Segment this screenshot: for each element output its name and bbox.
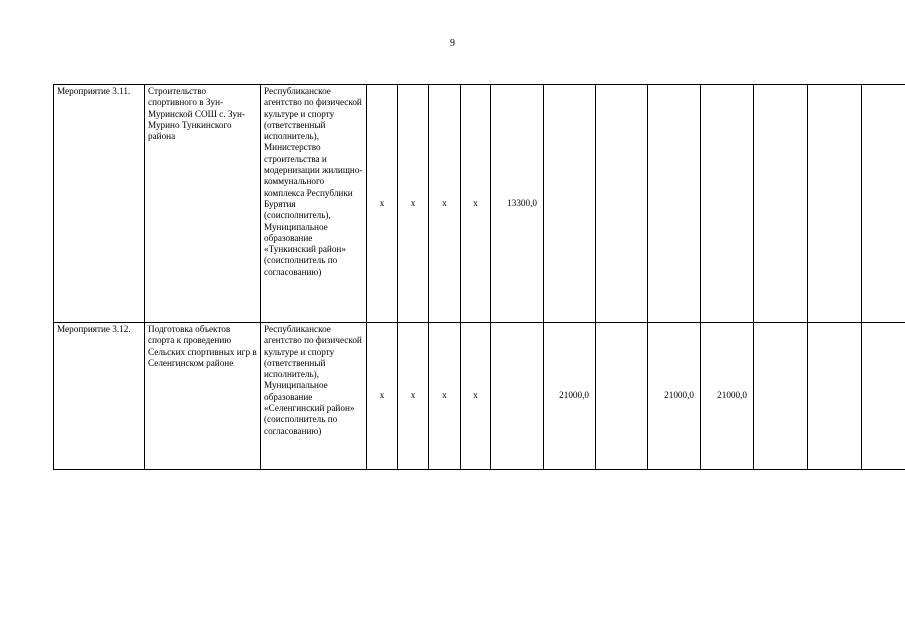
executors-cell: Республиканское агентство по физической культуре и спорту (ответственный исполнитель), Муниципальное образование «Селенгинский район» (соисполнитель по согласованию): [261, 323, 367, 470]
amount-cell: [808, 323, 862, 470]
table-row: [54, 323, 905, 470]
amount-cell: [596, 323, 648, 470]
amount-cell: [862, 85, 905, 323]
event-number-cell: Мероприятие 3.12.: [54, 323, 145, 470]
amount-cell: [701, 85, 754, 323]
table-row: [54, 85, 905, 323]
event-number-cell: Мероприятие 3.11.: [54, 85, 145, 323]
amount-cell: [808, 85, 862, 323]
page-number: 9: [450, 38, 455, 49]
code-cell: x: [429, 323, 461, 470]
program-events-table: [53, 84, 905, 470]
amount-cell: 21000,0: [701, 323, 754, 470]
code-cell: x: [461, 85, 491, 323]
amount-cell: [648, 85, 701, 323]
code-cell: x: [367, 323, 398, 470]
code-cell: x: [398, 323, 429, 470]
code-cell: x: [398, 85, 429, 323]
event-name-cell: Строительство спортивного в Зун-Муринской СОШ с. Зун-Мурино Тункинского района: [145, 85, 261, 323]
code-cell: x: [429, 85, 461, 323]
amount-cell: [544, 85, 596, 323]
amount-cell: [754, 85, 808, 323]
amount-cell: [491, 323, 544, 470]
executors-cell: Республиканское агентство по физической культуре и спорту (ответственный исполнитель), Министерство строительства и модернизации жилищно-коммунального комплекса Республики Бурятия (соисполнитель), Муниципальное образование «Тункинский район» (соисполнитель по согласованию): [261, 85, 367, 323]
amount-cell: 21000,0: [544, 323, 596, 470]
code-cell: x: [461, 323, 491, 470]
amount-cell: 13300,0: [491, 85, 544, 323]
amount-cell: [754, 323, 808, 470]
amount-cell: [596, 85, 648, 323]
event-name-cell: Подготовка объектов спорта к проведению Сельских спортивных игр в Селенгинском районе: [145, 323, 261, 470]
amount-cell: [862, 323, 905, 470]
amount-cell: 21000,0: [648, 323, 701, 470]
code-cell: x: [367, 85, 398, 323]
